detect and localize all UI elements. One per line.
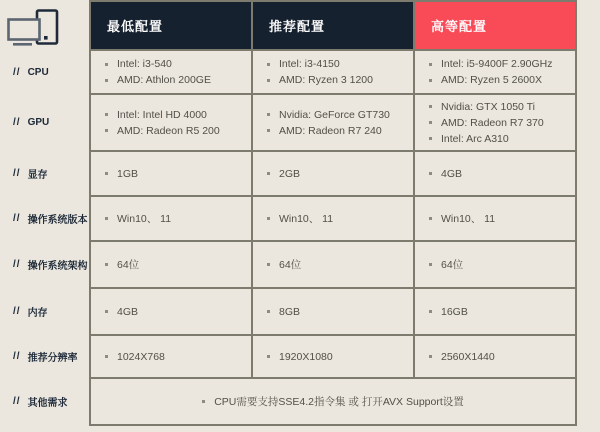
spec-line xyxy=(429,257,575,272)
cell-gpu-min xyxy=(91,95,251,150)
devices-icon-cell xyxy=(0,2,89,49)
bullet-icon xyxy=(429,310,432,313)
row-label-os-version xyxy=(0,197,89,240)
spec-line xyxy=(267,257,413,272)
spec-line xyxy=(105,211,251,226)
spec-line xyxy=(105,58,251,70)
bullet-icon xyxy=(267,263,270,266)
row-labels-column xyxy=(0,0,89,426)
header-label: 高等配置 xyxy=(431,19,488,34)
row-label-text: CPU xyxy=(27,66,49,78)
cell-os-arch-high xyxy=(415,242,575,287)
spec-text: 4GB xyxy=(117,305,139,318)
spec-line xyxy=(105,168,251,180)
bullet-icon xyxy=(429,105,432,108)
spec-line xyxy=(105,351,251,363)
spec-line xyxy=(429,101,575,113)
cell-resolution-rec xyxy=(253,336,413,377)
spec-text: CPU需要支持SSE4.2指令集 或 打开AVX Support设置 xyxy=(214,396,464,408)
cell-other-requirements xyxy=(91,379,575,424)
bullet-icon xyxy=(429,63,432,66)
spec-line xyxy=(267,306,413,318)
spec-line xyxy=(267,211,413,226)
spec-line xyxy=(267,168,413,180)
spec-text: Nvidia: GeForce GT730 xyxy=(279,108,390,121)
label-prefix: // xyxy=(13,396,21,407)
bullet-icon xyxy=(429,137,432,140)
bullet-icon xyxy=(105,263,108,266)
spec-text: 2560X1440 xyxy=(441,350,495,363)
bullet-icon xyxy=(267,355,270,358)
cell-cpu-high xyxy=(415,51,575,93)
row-label-ram xyxy=(0,289,89,334)
row-label-text: GPU xyxy=(27,117,50,128)
spec-line xyxy=(429,306,575,318)
row-label-os-arch xyxy=(0,242,89,287)
cell-vram-rec xyxy=(253,152,413,195)
bullet-icon xyxy=(105,217,108,220)
bullet-icon xyxy=(105,79,108,82)
label-prefix: // xyxy=(13,213,21,224)
spec-line xyxy=(429,58,575,70)
row-label-text: 显存 xyxy=(27,170,48,181)
spec-line xyxy=(429,211,575,226)
spec-line xyxy=(105,109,251,121)
spec-line xyxy=(105,306,251,318)
label-prefix: // xyxy=(13,351,21,362)
label-prefix: // xyxy=(13,306,21,317)
spec-line xyxy=(429,133,575,145)
row-label-text: 操作系统架构 xyxy=(27,261,88,272)
spec-text: AMD: Radeon R5 200 xyxy=(117,124,220,137)
spec-text: Win10、 11 xyxy=(117,213,172,225)
label-prefix: // xyxy=(13,117,21,128)
devices-icon xyxy=(7,9,59,49)
spec-text: 4GB xyxy=(441,167,463,180)
cell-os-version-rec xyxy=(253,197,413,240)
spec-line xyxy=(105,125,251,137)
bullet-icon xyxy=(267,79,270,82)
spec-text: AMD: Ryzen 5 2600X xyxy=(441,74,542,86)
spec-line xyxy=(429,117,575,129)
cell-ram-high xyxy=(415,289,575,334)
label-prefix: // xyxy=(13,66,21,78)
bullet-icon xyxy=(429,79,432,82)
bullet-icon xyxy=(429,355,432,358)
bullet-icon xyxy=(105,113,108,116)
spec-text: AMD: Ryzen 3 1200 xyxy=(279,74,373,86)
row-label-vram xyxy=(0,152,89,195)
spec-text: 64位 xyxy=(441,259,464,271)
cell-gpu-rec xyxy=(253,95,413,150)
spec-line xyxy=(267,125,413,137)
spec-line xyxy=(429,74,575,86)
bullet-icon xyxy=(429,121,432,124)
row-label-text: 内存 xyxy=(27,308,48,319)
row-label-text: 推荐分辨率 xyxy=(27,353,78,364)
spec-text: 64位 xyxy=(117,259,140,271)
spec-text: AMD: Radeon R7 240 xyxy=(279,124,382,137)
cell-resolution-high xyxy=(415,336,575,377)
spec-text: Intel: Intel HD 4000 xyxy=(117,108,207,121)
row-label-cpu xyxy=(0,51,89,93)
spec-line xyxy=(267,58,413,70)
spec-text: 16GB xyxy=(441,305,468,318)
bullet-icon xyxy=(105,172,108,175)
bullet-icon xyxy=(267,63,270,66)
cell-cpu-min xyxy=(91,51,251,93)
cell-vram-min xyxy=(91,152,251,195)
bullet-icon xyxy=(202,400,205,403)
spec-text: AMD: Athlon 200GE xyxy=(117,74,211,86)
requirements-table xyxy=(89,0,577,426)
label-prefix: // xyxy=(13,259,21,270)
spec-text: AMD: Radeon R7 370 xyxy=(441,116,544,129)
bullet-icon xyxy=(105,63,108,66)
cell-os-version-high xyxy=(415,197,575,240)
spec-line xyxy=(429,351,575,363)
cell-gpu-high xyxy=(415,95,575,150)
bullet-icon xyxy=(267,129,270,132)
bullet-icon xyxy=(429,172,432,175)
bullet-icon xyxy=(267,172,270,175)
spec-text: Win10、 11 xyxy=(279,213,334,225)
row-label-text: 其他需求 xyxy=(27,398,68,409)
spec-text: 1920X1080 xyxy=(279,350,333,363)
spec-text: Nvidia: GTX 1050 Ti xyxy=(441,100,535,113)
cell-vram-high xyxy=(415,152,575,195)
cell-cpu-rec xyxy=(253,51,413,93)
cell-os-version-min xyxy=(91,197,251,240)
cell-ram-min xyxy=(91,289,251,334)
row-label-text: 操作系统版本 xyxy=(27,215,88,226)
spec-line xyxy=(429,168,575,180)
row-label-resolution xyxy=(0,336,89,377)
spec-text: 2GB xyxy=(279,167,301,180)
bullet-icon xyxy=(429,217,432,220)
spec-text: Intel: Arc A310 xyxy=(441,132,509,145)
bullet-icon xyxy=(267,310,270,313)
spec-text: 64位 xyxy=(279,259,302,271)
spec-text: Intel: i3-4150 xyxy=(279,58,340,70)
bullet-icon xyxy=(105,355,108,358)
header-high-config xyxy=(415,2,575,49)
cell-os-arch-rec xyxy=(253,242,413,287)
bullet-icon xyxy=(267,113,270,116)
spec-line xyxy=(267,74,413,86)
spec-line xyxy=(202,394,464,409)
header-minimum-config xyxy=(91,2,251,49)
spec-text: 8GB xyxy=(279,305,301,318)
cell-os-arch-min xyxy=(91,242,251,287)
spec-line xyxy=(267,109,413,121)
spec-text: Win10、 11 xyxy=(441,213,496,225)
spec-line xyxy=(105,74,251,86)
bullet-icon xyxy=(267,217,270,220)
header-label: 最低配置 xyxy=(107,19,164,34)
bullet-icon xyxy=(429,263,432,266)
bullet-icon xyxy=(105,129,108,132)
spec-text: Intel: i5-9400F 2.90GHz xyxy=(441,58,553,70)
spec-line xyxy=(267,351,413,363)
spec-text: Intel: i3-540 xyxy=(117,58,172,70)
label-prefix: // xyxy=(13,168,21,179)
cell-resolution-min xyxy=(91,336,251,377)
cell-ram-rec xyxy=(253,289,413,334)
spec-text: 1GB xyxy=(117,167,139,180)
spec-line xyxy=(105,257,251,272)
bullet-icon xyxy=(105,310,108,313)
spec-text: 1024X768 xyxy=(117,350,165,363)
row-label-other xyxy=(0,379,89,424)
header-recommended-config xyxy=(253,2,413,49)
row-label-gpu xyxy=(0,95,89,150)
header-label: 推荐配置 xyxy=(269,19,326,34)
